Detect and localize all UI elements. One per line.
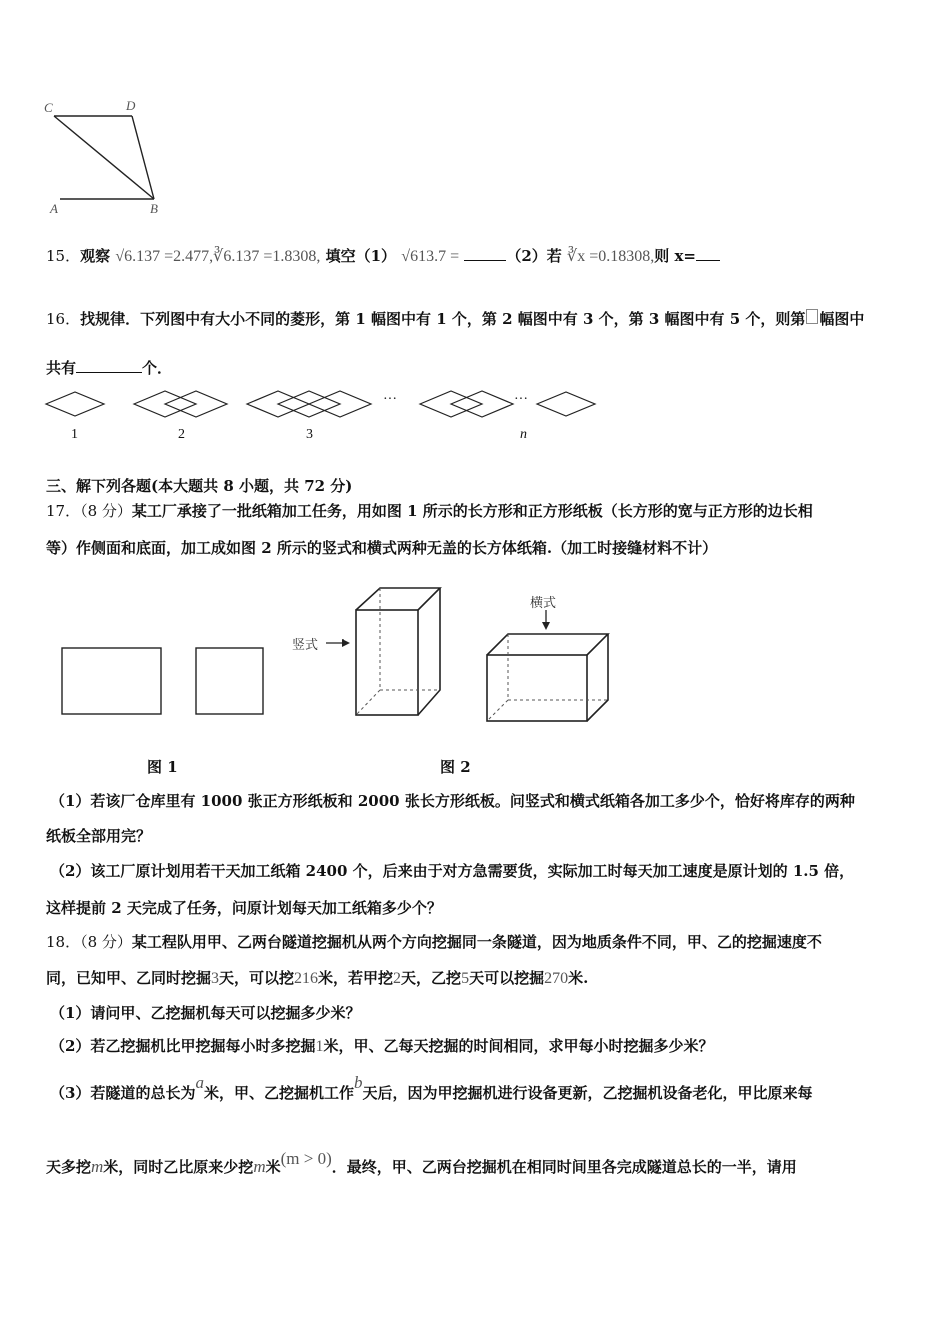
missing-glyph-box: [806, 309, 818, 324]
q17-p2-line1: [50, 861, 854, 881]
q16-number: 16．: [46, 310, 81, 328]
fig-label-n: n: [520, 427, 527, 442]
q15-eq2: ∛6.137 =1.8308,: [213, 248, 321, 265]
q18-v2: 2: [393, 970, 402, 987]
q17-p2-line2: [46, 898, 442, 918]
q18-va: a: [195, 1073, 204, 1092]
q16-blank[interactable]: [76, 358, 142, 373]
label-shu: 竖式: [292, 638, 319, 653]
q18-p3c: 天后，因为甲挖掘机进行设备更新，乙挖掘机设备老化，甲比原来每: [362, 1084, 813, 1102]
horizontal-box-hidden-d: [487, 700, 508, 721]
q16-line2-start: 共有: [46, 359, 77, 377]
square-board: [196, 648, 263, 714]
q18-l4b: 米，同时乙比原来少挖: [103, 1158, 254, 1176]
fig-label-3: 3: [306, 427, 313, 442]
q15-eq1: √6.137 =2.477,: [115, 248, 214, 265]
q18-l4d: ．最终，甲、乙两台挖掘机在相同时间里各完成隧道总长的一半，请用: [331, 1158, 797, 1176]
q15-part2: （2）若: [506, 247, 562, 265]
q18-l2f: 米.: [568, 969, 589, 987]
q18-l2d: 天，乙挖: [401, 969, 462, 987]
q16-text-end: 幅图中: [819, 310, 865, 328]
q18-vb: b: [353, 1073, 363, 1092]
q18-score: （8 分）: [80, 933, 132, 951]
vertical-box-top: [356, 588, 440, 610]
rhombus-fign-c: [537, 392, 595, 416]
rhombus-fig1: [46, 392, 104, 416]
q15-eq4: ∛x =0.18308,: [567, 248, 655, 265]
q18-p3: [50, 1073, 813, 1103]
caption-fig2: 图 2: [440, 758, 471, 776]
q18-v216: 216: [294, 970, 319, 987]
q17-p2-line1-text: （2）该工厂原计划用若干天加工纸箱 2400 个，后来由于对方急需要货，实际加工时每天加工速度是原计划的 1.5 倍，: [50, 862, 855, 880]
q15-then: 则 x=: [654, 247, 696, 265]
q18-v3: 3: [211, 970, 220, 987]
q18-p3b: 米，甲、乙挖掘机工作: [203, 1084, 354, 1102]
q18-l2c: 米，若甲挖: [318, 969, 394, 987]
label-b: B: [150, 201, 158, 216]
horizontal-box-top: [487, 634, 608, 655]
q18-p3a: （3）若隧道的总长为: [50, 1084, 196, 1102]
q17-p2-line2-text: 这样提前 2 天完成了任务，问原计划每天加工纸箱多少个？: [46, 899, 442, 917]
q18-l2a: 同，已知甲、乙同时挖掘: [46, 969, 212, 987]
q18-number: 18．: [46, 933, 81, 951]
arrow-heng-head: [542, 622, 550, 630]
label-c: C: [44, 100, 53, 115]
rectangle-board: [62, 648, 161, 714]
q15-number: 15．: [46, 247, 81, 265]
q18-l4c: 米: [265, 1158, 281, 1176]
q18-v270: 270: [544, 970, 569, 987]
q18-vm2: m: [253, 1157, 266, 1176]
q17-p1-line1: [50, 791, 855, 811]
vertical-box-hidden-2: [356, 690, 380, 715]
question-16-line2: [46, 358, 172, 378]
vertical-box-hidden: [380, 588, 440, 690]
q17-p1-line2-text: 纸板全部用完？: [46, 827, 152, 845]
fig-label-2: 2: [178, 427, 185, 442]
q18-v1: 1: [315, 1038, 324, 1055]
q15-fill: 填空（1）: [325, 247, 397, 265]
q18-vm: m: [91, 1157, 104, 1176]
ellipsis-2: ···: [514, 392, 528, 407]
q17-figure-2: [280, 580, 620, 730]
question-17-line2: [46, 538, 717, 558]
q18-p1-text: （1）请问甲、乙挖掘机每天可以挖掘多少米？: [50, 1004, 361, 1022]
q18-p2a: （2）若乙挖掘机比甲挖掘每小时多挖掘: [50, 1037, 316, 1055]
q17-number: 17．: [46, 502, 81, 520]
q18-v5: 5: [461, 970, 470, 987]
horizontal-box-front: [487, 655, 587, 721]
q18-l2e: 天可以挖掘: [469, 969, 545, 987]
label-heng: 横式: [530, 596, 557, 611]
q18-p1: [50, 1003, 360, 1023]
horizontal-box-right: [587, 634, 608, 721]
question-18-line2: [46, 968, 588, 989]
q15-blank-1[interactable]: [464, 246, 506, 261]
q17-figure-1: [0, 580, 280, 730]
label-a: A: [50, 201, 58, 216]
q18-l2b: 天，可以挖: [219, 969, 295, 987]
q18-p2: [50, 1036, 713, 1057]
section-3-title: [46, 476, 352, 496]
question-16: [46, 309, 864, 329]
q17-p1-line1-text: （1）若该厂仓库里有 1000 张正方形纸板和 2000 张长方形纸板。问竖式和横式纸箱各加工多少个，恰好将库存的两种: [50, 792, 855, 810]
q18-l4a: 天多挖: [46, 1158, 92, 1176]
q18-p2b: 米，甲、乙每天挖掘的时间相同，求甲每小时挖掘多少米？: [323, 1037, 714, 1055]
q17-p1-line2: [46, 826, 151, 846]
q18-line1: 某工程队用甲、乙两台隧道挖掘机从两个方向挖掘同一条隧道，因为地质条件不同，甲、乙的挖掘速度不: [131, 933, 822, 951]
q17-line1: 某工厂承接了一批纸箱加工任务，用如图 1 所示的长方形和正方形纸板（长方形的宽与正方形的边长相: [131, 502, 813, 520]
q17-score: （8 分）: [80, 502, 132, 520]
question-18-line1: [46, 932, 822, 952]
caption-fig1: 图 1: [147, 758, 178, 776]
q16-line2-end: 个．: [142, 359, 173, 377]
q18-cond: (m > 0): [280, 1149, 332, 1168]
segment-cb: [54, 116, 154, 199]
question-17-line1: [46, 501, 813, 521]
q15-blank-2[interactable]: [696, 246, 720, 261]
label-d: D: [126, 98, 136, 113]
ellipsis-1: ···: [383, 392, 397, 407]
vertical-box-front: [356, 610, 418, 715]
q15-lead: 观察: [80, 247, 111, 265]
q16-text: 找规律．下列图中有大小不同的菱形，第 1 幅图中有 1 个，第 2 幅图中有 3 个，第 3 幅图中有 5 个，则第: [80, 310, 806, 328]
q18-line4: [46, 1149, 797, 1177]
q15-eq3: √613.7 =: [401, 248, 460, 265]
section-3-title-text: 三、解下列各题(本大题共 8 小题，共 72 分): [46, 477, 353, 495]
segment-db: [132, 116, 154, 199]
fig-label-1: 1: [71, 427, 78, 442]
question-15: [46, 246, 720, 267]
q17-line2: 等）作侧面和底面，加工成如图 2 所示的竖式和横式两种无盖的长方体纸箱.（加工时接缝材料不计）: [46, 539, 718, 557]
arrow-shu-head: [342, 639, 350, 647]
